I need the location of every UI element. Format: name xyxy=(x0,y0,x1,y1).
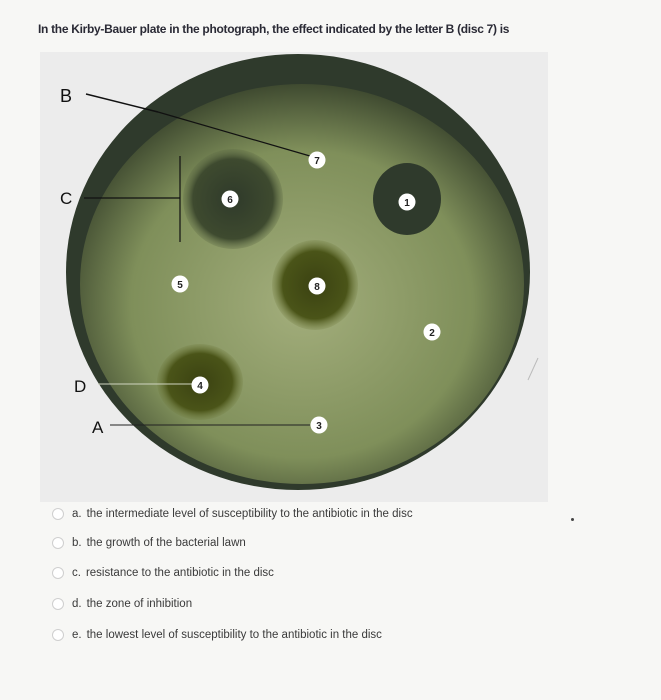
letter-label-b: B xyxy=(60,86,73,106)
radio-button-icon[interactable] xyxy=(52,508,64,520)
option-a[interactable] xyxy=(52,503,572,525)
radio-button-icon[interactable] xyxy=(52,629,64,641)
svg-text:1: 1 xyxy=(404,198,410,209)
disc-1 xyxy=(399,194,416,211)
letter-label-c: C xyxy=(60,189,73,208)
disc-3 xyxy=(311,417,328,434)
pointer-line-b xyxy=(86,94,158,112)
scratch-mark xyxy=(528,358,538,380)
stray-dot xyxy=(571,518,574,521)
petri-dish-photo xyxy=(40,52,548,502)
option-c-text: c. resistance to the antibiotic in the disc xyxy=(72,567,274,579)
option-e-text: e. the lowest level of susceptibility to the antibiotic in the disc xyxy=(72,629,382,641)
svg-text:8: 8 xyxy=(314,282,320,293)
option-b-text: b. the growth of the bacterial lawn xyxy=(72,537,246,549)
svg-text:3: 3 xyxy=(316,421,322,432)
disc-5 xyxy=(172,276,189,293)
svg-text:6: 6 xyxy=(227,195,233,206)
disc-7 xyxy=(309,152,326,169)
radio-button-icon[interactable] xyxy=(52,598,64,610)
option-a-text: a. the intermediate level of susceptibility to the antibiotic in the disc xyxy=(72,508,413,520)
letter-label-d: D xyxy=(74,377,87,396)
disc-2 xyxy=(424,324,441,341)
option-d[interactable] xyxy=(52,593,572,615)
disc-6 xyxy=(222,191,239,208)
option-c[interactable] xyxy=(52,562,572,584)
disc-8 xyxy=(309,278,326,295)
option-d-text: d. the zone of inhibition xyxy=(72,598,193,610)
svg-text:7: 7 xyxy=(314,156,320,167)
option-e[interactable] xyxy=(52,624,572,646)
radio-button-icon[interactable] xyxy=(52,567,64,579)
disc-4 xyxy=(192,377,209,394)
svg-text:2: 2 xyxy=(429,328,435,339)
petri-dish-illustration xyxy=(40,52,548,502)
question-text: In the Kirby-Bauer plate in the photograph, the effect indicated by the letter B (disc 7) is xyxy=(38,22,510,36)
letter-label-a: A xyxy=(92,418,104,437)
option-b[interactable] xyxy=(52,532,572,554)
svg-text:4: 4 xyxy=(197,381,203,392)
radio-button-icon[interactable] xyxy=(52,537,64,549)
svg-text:5: 5 xyxy=(177,280,183,291)
